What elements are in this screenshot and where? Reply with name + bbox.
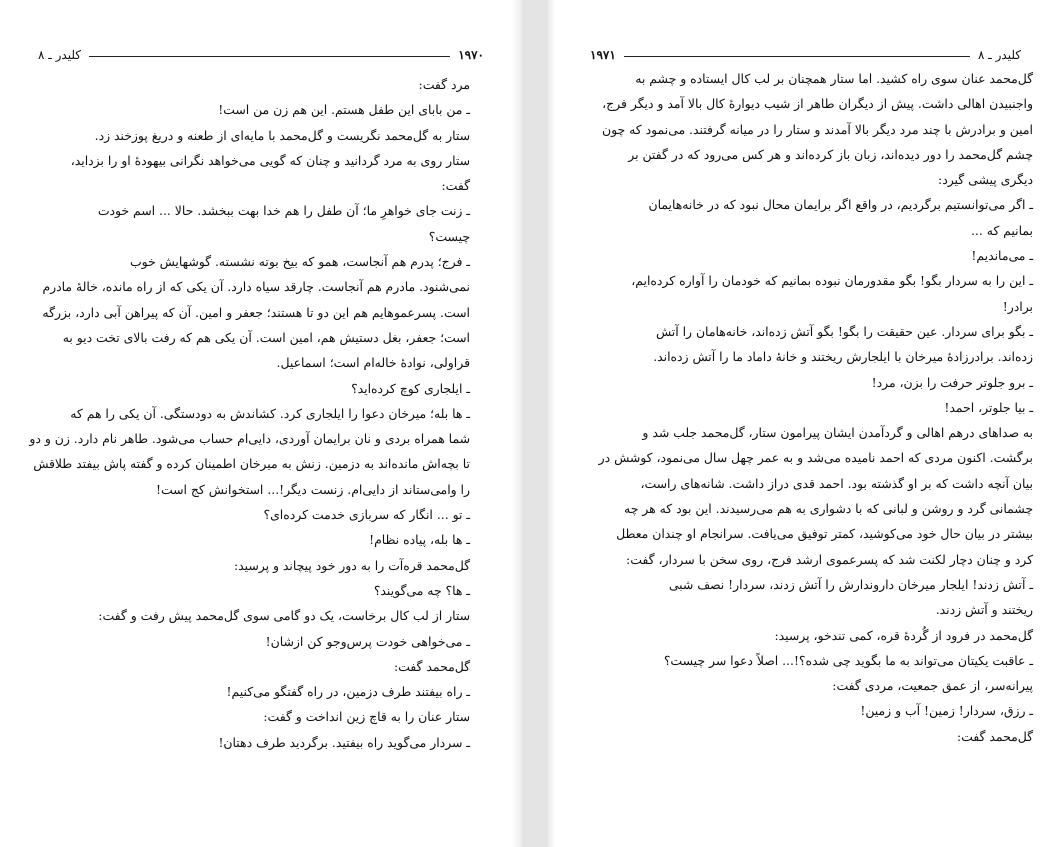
- text-line: ستار عنان را به قاچ زین انداخت و گفت:: [263, 709, 470, 725]
- text-line: ـ ها بله، پیاده نظام!: [369, 532, 470, 548]
- text-line: ـ می‌خواهی خودت پرس‌وجو کن ازشان!: [265, 633, 470, 649]
- text-line: امین و برادرش با چند مرد دیگر بالا آمدند و ستار را در میانه گرفتند. می‌نمود که چون: [602, 121, 1033, 137]
- text-line: ـ این را به سردار بگو! بگو مقدورمان نبوده بمانیم که خودمان را آواره کرده‌ایم،: [631, 273, 1033, 289]
- text-line: ـ من بابای این طفل هستم. این هم زن من است!: [218, 102, 470, 118]
- text-line: چیست؟: [428, 228, 470, 244]
- book-title: کلیدر ـ ۸: [38, 48, 81, 62]
- text-line: تا بچه‌اش مانده‌اند به دزمین. زنش به میرخان اطمینان کرده و گفته پاش بیفتد طلاقش: [33, 456, 470, 472]
- text-line: چشم گل‌محمد را دور دیده‌اند، زبان باز کرده‌اند و هر کس می‌رود که در گفتن بر: [628, 146, 1033, 162]
- text-line: است؛ جعفر، بغل دستیش هم، امین است. آن یکی هم که رفت بالای تخت دیو به: [62, 329, 470, 345]
- right-page-header: [590, 40, 1021, 62]
- page-number: ۱۹۷۰: [458, 48, 484, 62]
- text-line: ـ اگر می‌توانستیم برگردیم، در واقع اگر برایمان محال نبود که در خانه‌هایمان: [648, 197, 1033, 213]
- text-line: گل‌محمد گفت:: [393, 658, 470, 674]
- text-line: ـ آتش زدند! ایلجار میرخان داروندارش را آتش زدند، سردار! نصف شبی: [668, 576, 1033, 592]
- text-line: گل‌محمد قره‌آت را به دور خود پیچاند و پرسید:: [233, 557, 470, 573]
- text-line: ـ ها؟ چه می‌گویند؟: [373, 582, 470, 598]
- text-line: ـ سردار می‌گوید راه بیفتید. برگردید طرف دهتان!: [218, 734, 470, 750]
- text-line: بیان آنچه داشت که بر او گذشته بود. احمد قدی دراز داشت. شانه‌های راست،: [640, 475, 1033, 491]
- text-line: بمانیم که ...: [970, 222, 1033, 238]
- page-number: ۱۹۷۱: [590, 48, 616, 62]
- text-line: ـ بگو برای سردار. عین حقیقت را بگو! بگو آتش زده‌اند، خانه‌هامان را آتش: [655, 323, 1033, 339]
- gutter-shadow: [512, 0, 522, 847]
- text-line: نمی‌شنود. مادرم هم آنجاست. چارقد سیاه دارد. آن یکی که از راه مانده، خالهٔ مادرم: [42, 279, 470, 295]
- text-line: ـ فرج؛ پدرم هم آنجاست، همو که بیخ بوته نشسته. گوشهایش خوب: [129, 254, 470, 270]
- text-line: قراولی، نوادهٔ خاله‌ام است؛ اسماعیل.: [276, 355, 470, 371]
- text-line: ـ می‌ماندیم!: [971, 248, 1033, 264]
- text-line: ـ ایلجاری کوچ کرده‌اید؟: [351, 380, 470, 396]
- text-line: ـ عاقبت یکیتان می‌تواند به ما بگوید چی شده؟!... اصلاً دعوا سر چیست؟: [663, 652, 1033, 668]
- text-line: برگشت. اکنون مردی که احمد نامیده می‌شد و به عمر چهل سال می‌نمود، کوشش در: [598, 450, 1033, 466]
- text-line: به صداهای درهم اهالی و گردآمدن ایشان پیرامون ستار، گل‌محمد جلب شد و: [642, 425, 1033, 441]
- text-line: پیرانه‌سر، از عمق جمعیت، مردی گفت:: [832, 678, 1033, 694]
- book-title: کلیدر ـ ۸: [978, 48, 1021, 62]
- text-line: ـ برو جلوتر حرفت را بزن، مرد!: [871, 374, 1033, 390]
- text-line: ستار روی به مرد گردانید و چنان که گویی می‌خواهد نگرانی بیهودهٔ او را بزداید،: [70, 152, 470, 168]
- text-line: گل‌محمد عنان سوی راه کشید. اما ستار همچنان بر لب کال ایستاده و چشم به: [635, 71, 1033, 86]
- text-line: ریختند و آتش زدند.: [935, 602, 1033, 618]
- text-line: بیشتر در بیان حال خود می‌کوشید، کمتر توفیق می‌یافت. سرانجام او چندان معطل: [616, 526, 1033, 542]
- left-page-body: [28, 72, 470, 755]
- header-rule: [624, 56, 970, 57]
- text-line: برادر!: [1002, 298, 1033, 314]
- text-line: مرد گفت:: [418, 77, 470, 92]
- text-line: گل‌محمد گفت:: [956, 728, 1033, 744]
- gutter-shadow: [548, 0, 556, 847]
- text-line: واجنبیدن اهالی داشت. پیش از دیگران طاهر از شیب دیوارهٔ کال بالا آمد و دیگر فرج،: [602, 96, 1033, 112]
- text-line: را وامی‌ستاند از دایی‌ام. زنست دیگر!... استخوانش کج است!: [155, 481, 470, 497]
- text-line: ـ ها بله؛ میرخان دعوا را ایلجاری کرد. کشاندش به دودستگی. آن یکی را هم که: [70, 405, 470, 421]
- left-page-header: [38, 40, 484, 62]
- text-line: ـ تو ... انگار که سربازی خدمت کرده‌ای؟: [263, 507, 470, 523]
- text-line: ـ راه بیفتند طرف دزمین، در راه گفتگو می‌کنیم!: [226, 684, 470, 700]
- right-page-body: [594, 66, 1033, 749]
- text-line: ـ رزق، سردار! زمین! آب و زمین!: [860, 703, 1033, 719]
- text-line: گل‌محمد در فرود از گُردهٔ قره، کمی تندخو، پرسید:: [774, 627, 1033, 643]
- text-line: گفت:: [441, 178, 470, 194]
- text-line: ستار به گل‌محمد نگریست و گل‌محمد با مایه‌ای از طعنه و دریغ پوزخند زد.: [94, 127, 470, 143]
- header-rule: [89, 56, 450, 57]
- text-line: ـ بیا جلوتر، احمد!: [944, 399, 1033, 415]
- text-line: چشمانی گرد و روشن و لبانی که با دشواری به هم می‌رسیدند. این بود که هر چه: [624, 501, 1033, 517]
- text-line: ـ زنت جای خواهرِ ما؛ آن طفل را هم خدا بهت ببخشد. حالا ... اسم خودت: [97, 203, 470, 219]
- right-page: [548, 0, 1063, 847]
- text-line: کرد و چنان دچار لکنت شد که پسرعموی ارشد فرج، روی سخن با سردار، گفت:: [626, 551, 1033, 567]
- text-line: شما همراه بردی و نان برایمان آوردی، دایی‌ام حساب می‌شود. طاهر نام دارد. زن و دو: [29, 431, 470, 447]
- text-line: است. پسرعموهایم هم این دو تا هستند؛ جعفر و امین. آن که پیراهن آبی دارد، بزرگه: [42, 304, 470, 320]
- text-line: دیگری پیشی گیرد:: [938, 172, 1033, 188]
- text-line: ستار از لب کال برخاست، یک دو گامی سوی گل‌محمد پیش رفت و گفت:: [98, 608, 470, 624]
- left-page: [0, 0, 522, 847]
- text-line: زده‌اند. برادرزادهٔ میرخان با ایلجارش ریختند و خانهٔ داماد ما را آتش زده‌اند.: [653, 349, 1033, 365]
